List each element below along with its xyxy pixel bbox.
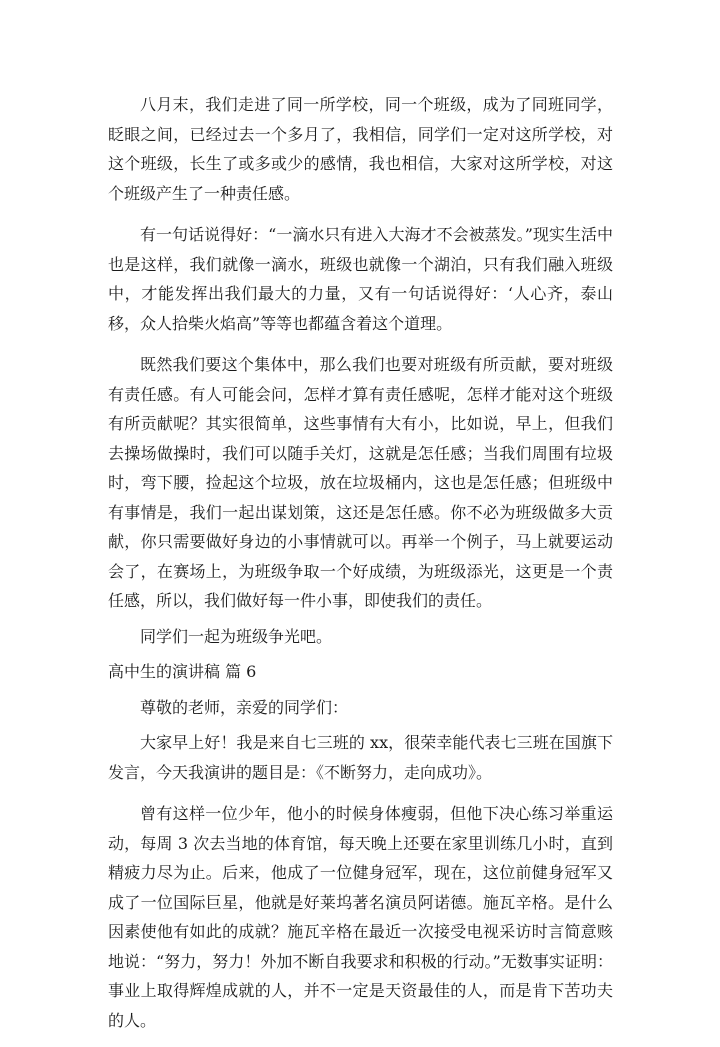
paragraph: 同学们一起为班级争光吧。 (140, 626, 333, 646)
paragraph: 曾有这样一位少年，他小的时候身体瘦弱，但他下决心练习举重运动，每周 3 次去当地的体育馆，每天晚上还要在家里训练几小时，直到精疲力尽为止。后来，他成了一位健身冠军，现在，这位前健身冠军又成了一位国际巨星，他就是好莱坞著名演员阿诺德。施瓦辛格。是什么因素使他有如此的成就？施瓦辛格在最近一次接受电视采访时言简意赅地说：“努力，努力！外加不断自我要求和积极的行动。”无数事实证明：事业上取得辉煌成就的人，并不一定是天资最佳的人，而是肯下苦功夫的人。 (108, 804, 613, 1030)
paragraph: 有一句话说得好：“一滴水只有进入大海才不会被蒸发。”现实生活中也是这样，我们就像一滴水，班级也就像一个湖泊，只有我们融入班级中，才能发挥出我们最大的力量，又有一句话说得好：‘人心齐，泰山移，众人拾柴火焰高”等等也都蕴含着这个道理。 (108, 225, 613, 333)
greeting: 尊敬的老师，亲爱的同学们： (140, 697, 349, 717)
paragraph: 八月末，我们走进了同一所学校，同一个班级，成为了同班同学，眨眼之间，已经过去一个多月了，我相信，同学们一定对这所学校，对这个班级，长生了或多或少的感情，我也相信，大家对这所学校，对这个班级产生了一种责任感。 (108, 95, 613, 203)
paragraph: 既然我们要这个集体中，那么我们也要对班级有所贡献，要对班级有责任感。有人可能会问，怎样才算有责任感呢，怎样才能对这个班级有所贡献呢？其实很简单，这些事情有大有小，比如说，早上，但我们去操场做操时，我们可以随手关灯，这就是怎任感；当我们周围有垃圾时，弯下腰，捡起这个垃圾，放在垃圾桶内，这也是怎任感；但班级中有事情是，我们一起出谋划策，这还是怎任感。你不必为班级做多大贡献，你只需要做好身边的小事情就可以。再举一个例子，马上就要运动会了，在赛场上，为班级争取一个好成绩，为班级添光，这更是一个责任感，所以，我们做好每一件小事，即使我们的责任。 (108, 355, 613, 610)
document-body (108, 90, 613, 1047)
paragraph: 大家早上好！我是来自七三班的 xx，很荣幸能代表七三班在国旗下发言，今天我演讲的题目是：《不断努力，走向成功》。 (108, 733, 613, 782)
section-title: 高中生的演讲稿 篇 6 (108, 662, 257, 681)
